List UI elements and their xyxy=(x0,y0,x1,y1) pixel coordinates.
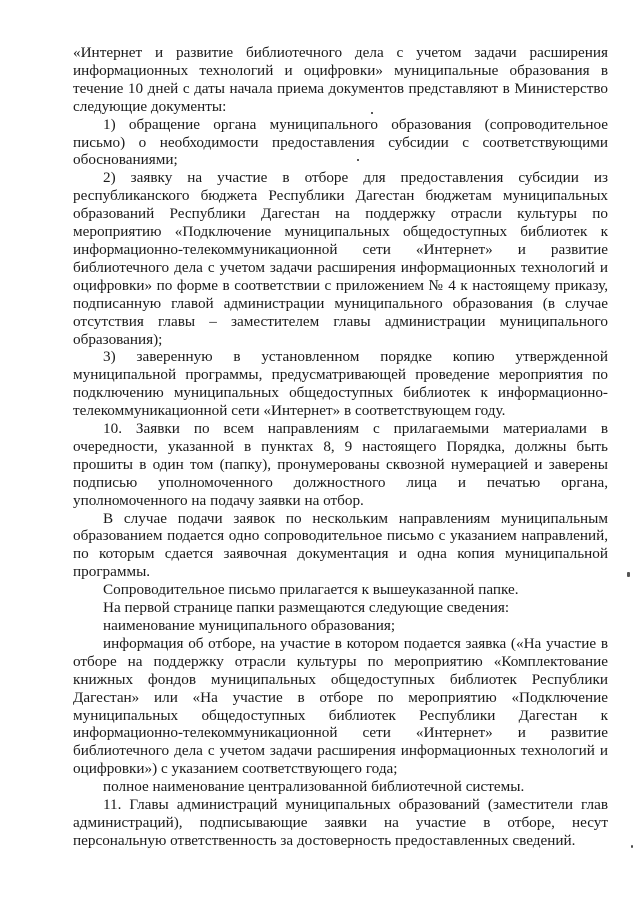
paragraph-item-1: 1) обращение органа муниципального образования (сопроводительное письмо) о необходимости предоставления субсидии с соответствующими обоснованиями; xyxy=(73,115,608,169)
paragraph-item-3: 3) заверенную в установленном порядке копию утвержденной муниципальной программы, предусматривающей проведение мероприятия по подключению муниципальных общедоступных библиотек к информационно-телекоммуникационной сети «Интернет» в соответствующем году. xyxy=(73,348,608,420)
paragraph-clause-11: 11. Главы администраций муниципальных образований (заместители глав администраций), подписывающие заявки на участие в отборе, несут персональную ответственность за достоверность предоставленных сведений. xyxy=(73,796,608,849)
scan-speck xyxy=(371,112,373,114)
paragraph-first-page-info: На первой странице папки размещаются следующие сведения: xyxy=(103,599,510,617)
scan-speck xyxy=(627,572,630,577)
paragraph-selection-info: информация об отборе, на участие в котором подается заявка («На участие в отборе на поддержку отрасли культуры по мероприятию «Комплектование книжных фондов муниципальных общедоступных библиотек Республики Дагестан» или «На участие в отборе по мероприятию «Подключение муниципальных общедоступных библиотек Республики Дагестан к информационно-телекоммуникационной сети «Интернет» и развитие библиотечного дела с учетом задачи расширения информационных технологий и оцифровки») с указанием соответствующего года; xyxy=(73,634,608,778)
paragraph-municipality-name: наименование муниципального образования; xyxy=(103,617,396,634)
paragraph-library-system-name: полное наименование централизованной библиотечной системы. xyxy=(103,778,525,796)
paragraph-clause-10: 10. Заявки по всем направлениям с прилагаемыми материалами в очередности, указанной в пунктах 8, 9 настоящего Порядка, должны быть прошиты в один том (папку), пронумерованы сквозной нумерацией и заверены подписью уполномоченного должностного лица и печатью органа, уполномоченного на подачу заявки на отбор. xyxy=(73,420,608,509)
document-body xyxy=(73,44,608,850)
paragraph-cover-letter: Сопроводительное письмо прилагается к вышеуказанной папке. xyxy=(103,581,519,599)
paragraph-item-2: 2) заявку на участие в отборе для предоставления субсидии из республиканского бюджета Республики Дагестан бюджетам муниципальных образований Республики Дагестан на поддержку отрасли культуры по мероприятию «Подключение муниципальных общедоступных библиотек к информационно-телекоммуникационной сети «Интернет» и развитие библиотечного дела с учетом задачи расширения информационных технологий и оцифровки» по форме в соответствии с приложением № 4 к настоящему приказу, подписанную главой администрации муниципального образования (в случае отсутствия главы – заместителем главы администрации муниципального образования); xyxy=(73,169,608,348)
paragraph-continuation: «Интернет и развитие библиотечного дела с учетом задачи расширения информационных технологий и оцифровки» муниципальные образования в течение 10 дней с даты начала приема документов представляют в Министерство следующие документы: xyxy=(73,44,608,115)
paragraph-multiple-applications: В случае подачи заявок по нескольким направлениям муниципальным образованием подается одно сопроводительное письмо с указанием направлений, по которым сдается заявочная документация и одна копия муниципальной программы. xyxy=(73,509,608,581)
scan-speck xyxy=(357,159,359,161)
scan-speck xyxy=(631,845,633,848)
